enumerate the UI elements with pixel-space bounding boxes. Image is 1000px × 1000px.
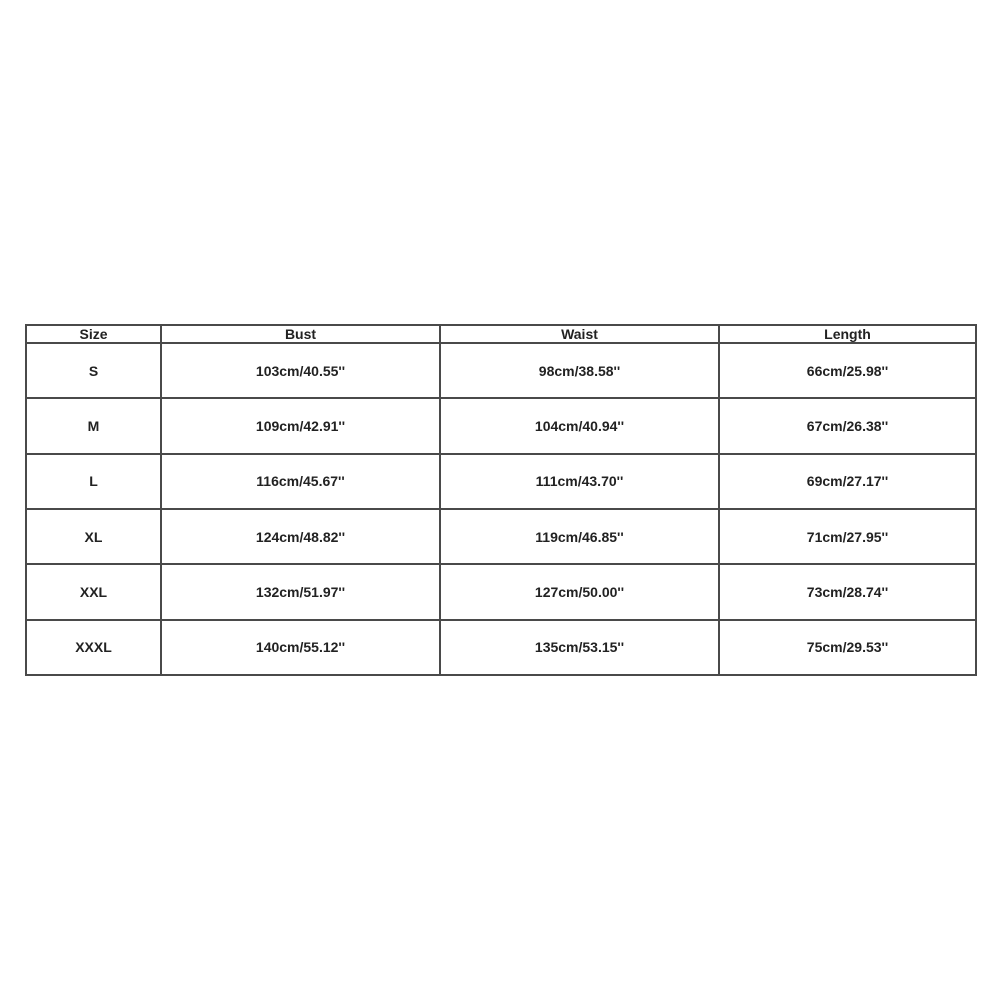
- cell-bust: 103cm/40.55'': [162, 344, 439, 397]
- cell-length: 71cm/27.95'': [720, 510, 975, 563]
- cell-bust: 116cm/45.67'': [162, 455, 439, 508]
- table-row: [27, 510, 975, 563]
- cell-length: 75cm/29.53'': [720, 621, 975, 674]
- cell-size: L: [27, 455, 160, 508]
- header-bust: Bust: [162, 326, 439, 342]
- cell-bust: 140cm/55.12'': [162, 621, 439, 674]
- cell-waist: 119cm/46.85'': [441, 510, 718, 563]
- cell-bust: 132cm/51.97'': [162, 565, 439, 618]
- header-size: Size: [27, 326, 160, 342]
- table-header-row: [27, 326, 975, 342]
- cell-length: 66cm/25.98'': [720, 344, 975, 397]
- cell-size: S: [27, 344, 160, 397]
- cell-waist: 111cm/43.70'': [441, 455, 718, 508]
- cell-size: XXXL: [27, 621, 160, 674]
- table-row: [27, 399, 975, 452]
- header-length: Length: [720, 326, 975, 342]
- cell-waist: 98cm/38.58'': [441, 344, 718, 397]
- cell-length: 73cm/28.74'': [720, 565, 975, 618]
- size-chart-table: [25, 324, 977, 676]
- cell-bust: 124cm/48.82'': [162, 510, 439, 563]
- table-row: [27, 455, 975, 508]
- table-row: [27, 621, 975, 674]
- cell-waist: 127cm/50.00'': [441, 565, 718, 618]
- cell-size: M: [27, 399, 160, 452]
- cell-length: 67cm/26.38'': [720, 399, 975, 452]
- cell-bust: 109cm/42.91'': [162, 399, 439, 452]
- header-waist: Waist: [441, 326, 718, 342]
- cell-length: 69cm/27.17'': [720, 455, 975, 508]
- cell-size: XXL: [27, 565, 160, 618]
- cell-size: XL: [27, 510, 160, 563]
- cell-waist: 104cm/40.94'': [441, 399, 718, 452]
- cell-waist: 135cm/53.15'': [441, 621, 718, 674]
- table-row: [27, 344, 975, 397]
- table-row: [27, 565, 975, 618]
